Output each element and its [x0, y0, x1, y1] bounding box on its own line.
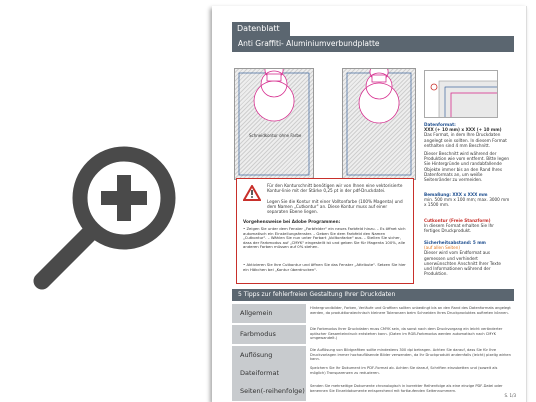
corner-preview — [424, 70, 498, 118]
steps-text: • Zeigen Sie unter dem Fenster „Farbfelder" ein neues Farbfeld hinzu. – Es öffnet sich automatisch ein Einstellungsfenster. – Geben Sie dem Farbfeld den Namen „Cutkontur". – Wählen Sie nun unter Farbart „Volltonfarbe" aus. – Stellen Sie sicher, dass der Farbmodus auf „CMYK" eingestellt ist und geben Sie für Magenta 100%, alle anderen Farben müssen auf 0% stehen. — [243, 226, 406, 250]
page-number: S. 1/3 — [504, 393, 516, 398]
zoom-in-icon[interactable] — [28, 138, 186, 296]
spec-sicherheitsabstand: Sicherheitsabstand: 5 mm (auf allen Seiten) Dieser wird vom Endformat aus gemessen und verhindert unerwünschten Anschnitt Ihrer Texte und Informationen während der Produktion. — [424, 240, 501, 277]
diagram-label: Schneidkontur ohne Farbe — [249, 133, 302, 138]
page-title: Anti Graffiti- Aluminiumverbundplatte — [232, 36, 514, 52]
doc-label: Datenblatt — [232, 22, 290, 36]
spec-cutkontur: Cutkontur (Freie Stanzform) In diesem Format erhalten Sie Ihr fertiges Druckprodukt. — [424, 218, 495, 234]
tip-row: Dateiformat Speichern Sie Ihr Dokument im PDF-Format ab. Achten Sie darauf, Schriften einzubetten und (soweit als möglich) Transparenzen zu reduzieren. — [232, 364, 514, 384]
steps-title: Vorgehensweise bei Adobe Programmen: — [243, 219, 341, 224]
tip-row: Farbmodus Die Farbmodus Ihrer Druckdaten muss CMYK sein, da sonst nach dem Druckvorgang ein leicht veränderter optischer Gesamteindruck entstehen kann. (Daten im RGB-Farbmodus werden automatisch nach CMYK umgewandelt.) — [232, 325, 514, 345]
warning-text-1: Für den Konturschnitt benötigen wir von Ihnen eine vektorisierte Kontur-linie mit der Stärke 0,25 pt in der pdf-Druckdatei. — [267, 183, 403, 194]
tips-title: 5 Tipps zur fehlerfreien Gestaltung Ihrer Druckdaten — [232, 289, 514, 301]
datasheet-page — [212, 6, 527, 402]
warning-box — [236, 178, 414, 284]
spec-datenformat: Datenformat: XXX (+ 10 mm) x XXX (+ 10 mm) Das Format, in dem Ihre Druckdaten angelegt sein sollten. In diesem Format enthalten sind 4 mm Beschnitt. Dieser Beschnitt wird während der Produktion wie vom entfernt. Bitte legen Sie Hintergründe und randabfallende Objekte immer bis an den Rand Ihres Datenformats an, um weiße Seitenränder zu vermeiden. — [424, 122, 510, 183]
steps-text-2: • Aktivieren Sie Ihre Cutkontur und öffnen Sie das Fenster „Attribute". Setzen Sie hier ein Häkchen bei „Kontur überdrucken". — [243, 262, 406, 272]
warning-text-2: Legen Sie die Kontur mit einer Volltonfarbe (100% Magenta) und dem Namen „Cutkontur" an. Diese Kontur muss auf einer separaten Ebene liegen. — [267, 199, 403, 215]
tip-row: Allgemein Hintergrundbilder, Farben, Verläufe und Grafiken sollten unbedingt bis an den Rand des Datenformats angelegt werden, da produktionstechnisch kleinere Toleranzen beim Schneiden Ihres Druckproduktes auftreten können. — [232, 304, 514, 324]
template-diagram-left — [234, 68, 314, 180]
warning-icon — [243, 185, 261, 201]
tip-row: Auflösung Die Auflösung von Bildgrafiken sollte mindestens 300 dpi betragen. Achten Sie darauf, dass Sie für Ihre Druckvorlagen immer hochauflösende Bilder verwenden, da Ihr Druckprodukt andernfalls (leicht) pixelig wirken kann. — [232, 346, 514, 366]
template-diagram-right — [342, 68, 416, 180]
tip-row: Seiten(-reihenfolge) Senden Sie mehrseitige Dokumente chronologisch in korrekter Reihenfolge als eine einzige PDF-Datei oder benennen Sie Einzeldokumente entsprechend mit fortlaufenden Seitennummern. — [232, 382, 514, 402]
spec-bemassung: Bemaßung: XXX x XXX mm min. 500 mm x 100 mm; max. 3000 mm x 1500 mm. — [424, 192, 510, 208]
